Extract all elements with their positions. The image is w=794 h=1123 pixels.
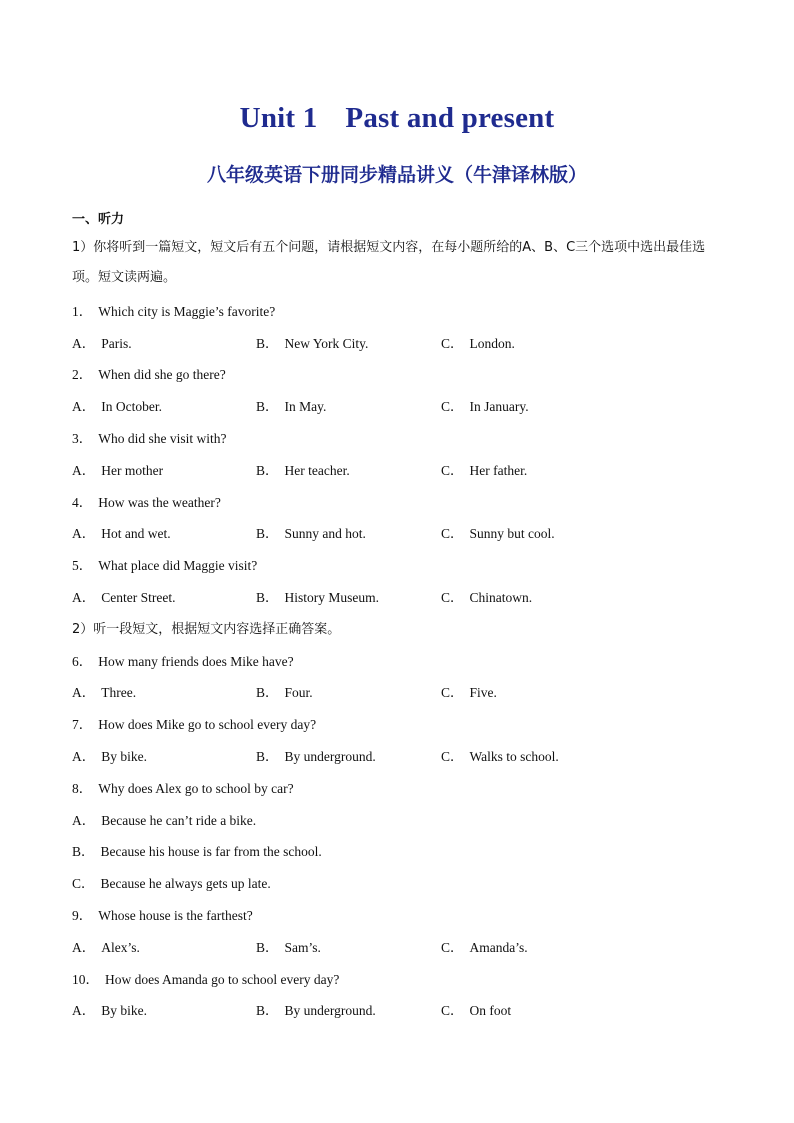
option-a[interactable]: A． Paris. <box>72 336 132 351</box>
section-heading-listening: 一、听力 <box>72 212 125 227</box>
option-b[interactable]: B． Her teacher. <box>256 463 350 478</box>
options-row-1 <box>0 335 794 353</box>
option-c[interactable]: C． Her father. <box>441 463 528 478</box>
option-c[interactable]: C． Walks to school. <box>441 749 559 764</box>
options-row-7 <box>0 748 794 766</box>
option-b[interactable]: B． By underground. <box>256 749 376 764</box>
option-a[interactable]: A． Center Street. <box>72 590 176 605</box>
part1-instruction: 1）你将听到一篇短文，短文后有五个问题，请根据短文内容，在每小题所给的A、B、C三个选项中选出最佳选项。短文读两遍。 <box>72 240 706 285</box>
option-c[interactable]: C． Amanda’s. <box>441 940 528 955</box>
option-a[interactable]: A． Because he can’t ride a bike. <box>72 813 257 828</box>
option-b[interactable]: B． Four. <box>256 685 313 700</box>
option-a[interactable]: A． By bike. <box>72 749 147 764</box>
option-b[interactable]: B． History Museum. <box>256 590 380 605</box>
question-5: 5． What place did Maggie visit? <box>72 558 258 573</box>
option-b[interactable]: B． Because his house is far from the school. <box>72 844 322 859</box>
options-row-5 <box>0 589 794 607</box>
options-row-3 <box>0 462 794 480</box>
option-a[interactable]: A． Alex’s. <box>72 940 140 955</box>
question-1: 1． Which city is Maggie’s favorite? <box>72 304 276 319</box>
option-b[interactable]: B． New York City. <box>256 336 369 351</box>
option-a[interactable]: A． By bike. <box>72 1003 147 1018</box>
title-unit: Unit 1 <box>239 102 318 134</box>
options-row-10 <box>0 1002 794 1020</box>
options-row-6 <box>0 684 794 702</box>
option-a[interactable]: A． Three. <box>72 685 137 700</box>
page-subtitle: 八年级英语下册同步精品讲义（牛津译林版） <box>206 164 587 186</box>
option-b[interactable]: B． In May. <box>256 399 327 414</box>
option-c[interactable]: C． On foot <box>441 1003 512 1018</box>
question-10: 10． How does Amanda go to school every day? <box>72 972 340 987</box>
option-b[interactable]: B． By underground. <box>256 1003 376 1018</box>
options-row-4 <box>0 525 794 543</box>
options-row-2 <box>0 398 794 416</box>
option-c[interactable]: C． London. <box>441 336 515 351</box>
option-a[interactable]: A． Her mother <box>72 463 164 478</box>
option-b[interactable]: B． Sam’s. <box>256 940 321 955</box>
options-row-9 <box>0 939 794 957</box>
question-4: 4． How was the weather? <box>72 495 221 510</box>
option-c[interactable]: C． In January. <box>441 399 529 414</box>
option-c[interactable]: C． Because he always gets up late. <box>72 876 271 891</box>
title-topic: Past and present <box>345 102 555 134</box>
question-3: 3． Who did she visit with? <box>72 431 227 446</box>
question-9: 9． Whose house is the farthest? <box>72 908 253 923</box>
question-2: 2． When did she go there? <box>72 367 226 382</box>
option-c[interactable]: C． Chinatown. <box>441 590 533 605</box>
question-6: 6． How many friends does Mike have? <box>72 654 294 669</box>
option-c[interactable]: C． Sunny but cool. <box>441 526 555 541</box>
option-a[interactable]: A． Hot and wet. <box>72 526 171 541</box>
option-a[interactable]: A． In October. <box>72 399 162 414</box>
part2-instruction: 2）听一段短文，根据短文内容选择正确答案。 <box>72 622 341 637</box>
page-title <box>0 102 794 135</box>
question-8: 8． Why does Alex go to school by car? <box>72 781 294 796</box>
question-7: 7． How does Mike go to school every day? <box>72 717 317 732</box>
option-b[interactable]: B． Sunny and hot. <box>256 526 366 541</box>
option-c[interactable]: C． Five. <box>441 685 497 700</box>
